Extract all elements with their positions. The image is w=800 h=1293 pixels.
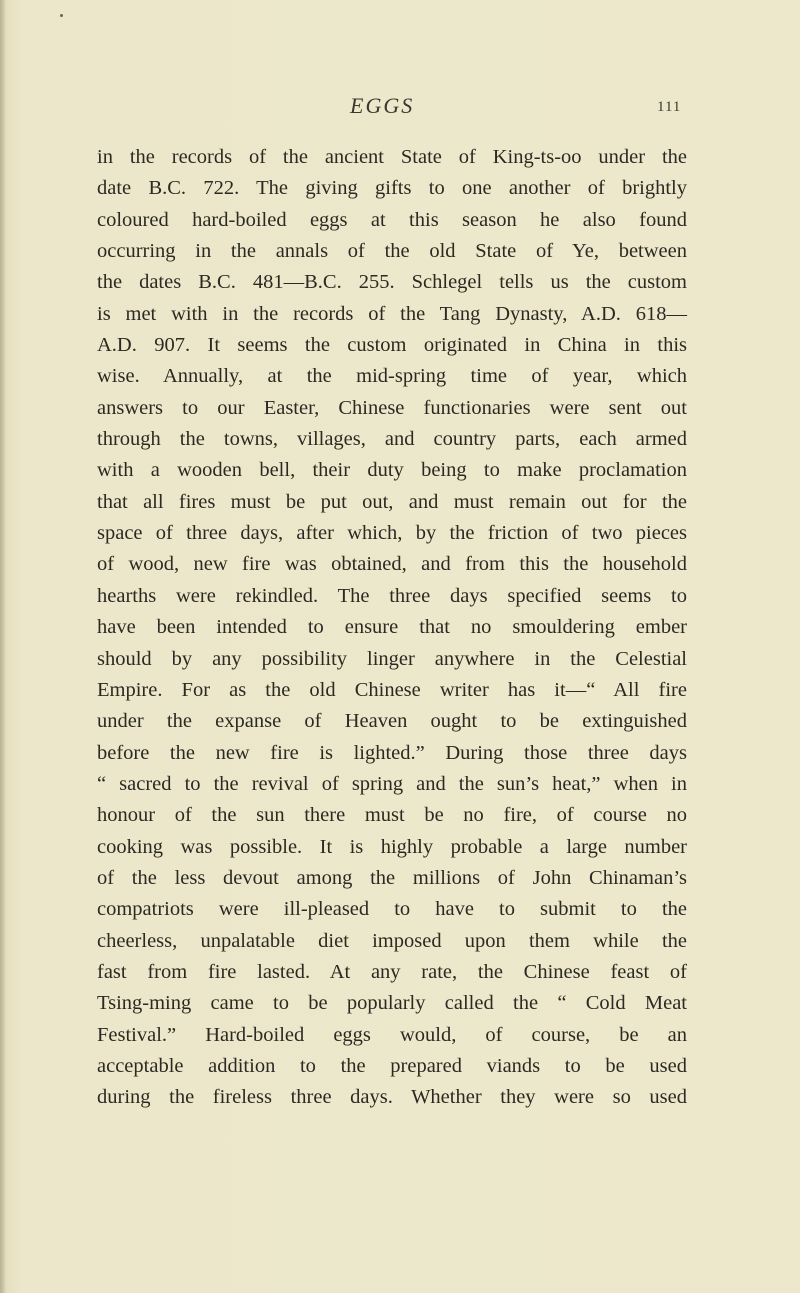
text-line: through the towns, villages, and country parts, each armed <box>97 428 687 451</box>
text-line: before the new fire is lighted.” During those three days <box>97 741 687 764</box>
text-line: during the fireless three days. Whether they were so used <box>97 1086 687 1109</box>
text-line: Festival.” Hard-boiled eggs would, of course, be an <box>97 1023 687 1046</box>
text-line: with a wooden bell, their duty being to make proclamation <box>97 459 687 482</box>
text-line: fast from fire lasted. At any rate, the Chinese feast of <box>97 960 687 983</box>
page-gutter-shadow <box>0 0 6 1293</box>
running-header <box>0 93 800 123</box>
text-line: that all fires must be put out, and must remain out for the <box>97 490 687 513</box>
text-line: acceptable addition to the prepared viands to be used <box>97 1054 687 1077</box>
text-line: cooking was possible. It is highly probable a large number <box>97 835 687 858</box>
running-head-title: EGGS <box>350 93 415 118</box>
text-line: Empire. For as the old Chinese writer has it—“ All fire <box>97 678 687 701</box>
paper-speck <box>60 14 63 17</box>
text-line: hearths were rekindled. The three days specified seems to <box>97 584 687 607</box>
text-line: of the less devout among the millions of John Chinaman’s <box>97 866 687 889</box>
text-line: should by any possibility linger anywhere in the Celestial <box>97 647 687 670</box>
text-line: answers to our Easter, Chinese functionaries were sent out <box>97 396 687 419</box>
text-line: under the expanse of Heaven ought to be extinguished <box>97 710 687 733</box>
text-line: honour of the sun there must be no fire, of course no <box>97 804 687 827</box>
text-line: A.D. 907. It seems the custom originated in China in this <box>97 334 687 357</box>
text-line: date B.C. 722. The giving gifts to one another of brightly <box>97 177 687 200</box>
text-line: the dates B.C. 481—B.C. 255. Schlegel tells us the custom <box>97 271 687 294</box>
text-line: in the records of the ancient State of King-ts-oo under the <box>97 146 687 168</box>
text-line: “ sacred to the revival of spring and the sun’s heat,” when in <box>97 772 687 795</box>
text-line: coloured hard-boiled eggs at this season he also found <box>97 208 687 231</box>
text-line: is met with in the records of the Tang Dynasty, A.D. 618— <box>97 302 687 325</box>
text-line: have been intended to ensure that no smouldering ember <box>97 616 687 639</box>
text-line: compatriots were ill-pleased to have to submit to the <box>97 898 687 921</box>
text-line: Tsing-ming came to be popularly called the “ Cold Meat <box>97 992 687 1015</box>
page-number: 111 <box>657 99 682 115</box>
text-line: space of three days, after which, by the friction of two pieces <box>97 522 687 545</box>
text-line: of wood, new fire was obtained, and from this the household <box>97 553 687 576</box>
text-line: occurring in the annals of the old State of Ye, between <box>97 240 687 263</box>
body-text <box>97 142 687 1114</box>
text-line: cheerless, unpalatable diet imposed upon them while the <box>97 929 687 952</box>
text-line: wise. Annually, at the mid-spring time of year, which <box>97 365 687 388</box>
